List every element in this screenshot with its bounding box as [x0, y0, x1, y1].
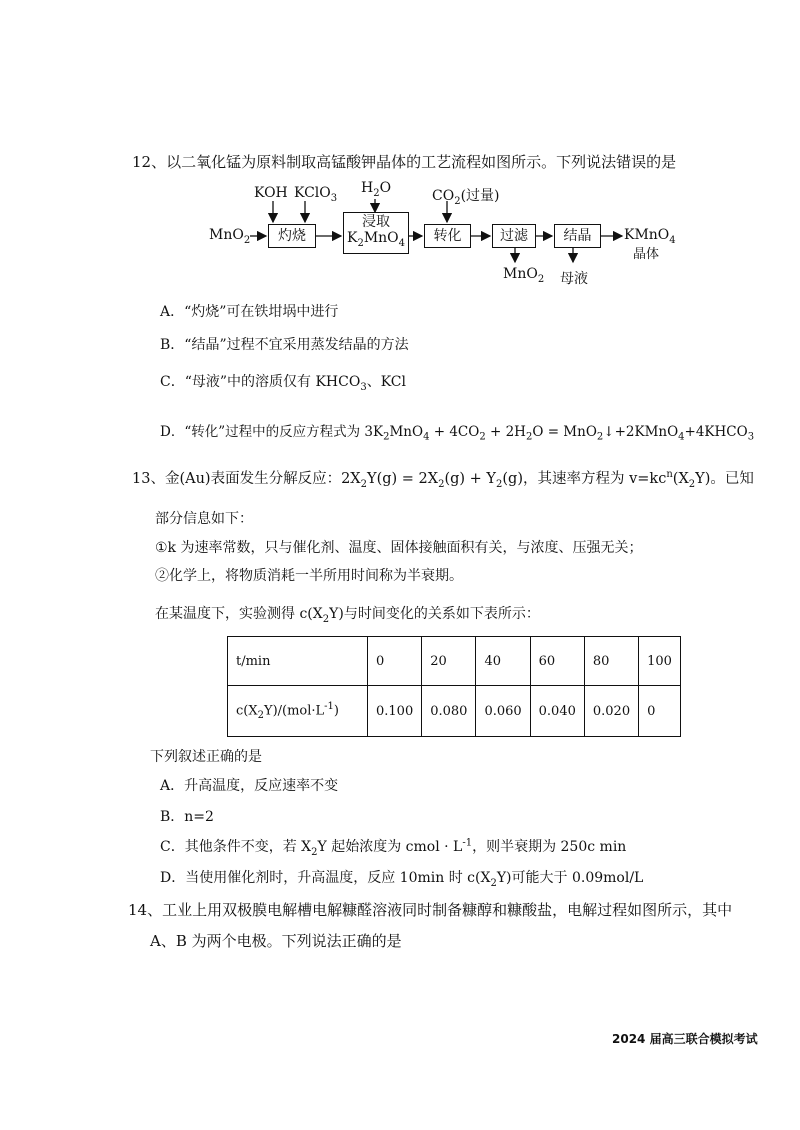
table-header-concentration: $c(X_2Y)/(mol\cdot L^{-1})$ [228, 686, 368, 737]
table-cell: 0 [639, 686, 681, 737]
q13-stem: 13、金(Au)表面发生分解反应：$2X_2Y(g) = 2X_2(g) + Y_2(g)$，其速率方程为 $v=kc^n(X_2Y)$。已知 [132, 469, 754, 490]
reagent-h2o: $H_2O$ [361, 180, 392, 199]
reagent-koh: KOH [254, 185, 288, 201]
step-leach: 浸取 $K_2MnO_4$ [343, 212, 409, 254]
step-filter: 过滤 [492, 224, 536, 248]
step-convert: 转化 [424, 224, 471, 248]
table-cell: 0.060 [476, 686, 530, 737]
reagent-kclo3: KClO$_3$ [294, 185, 338, 204]
output-mno2: MnO$_2$ [503, 266, 545, 285]
q13-option-a: A．升高温度，反应速率不变 [160, 778, 339, 794]
q13-prompt: 下列叙述正确的是 [150, 749, 262, 765]
table-cell: 0.100 [368, 686, 422, 737]
q13-option-c: C．其他条件不变，若 $X_2Y$ 起始浓度为 cmol · $L^{-1}$，则半衰期为 250c min [160, 837, 627, 858]
step-burn: 灼烧 [268, 224, 316, 248]
q13-option-b: B．n=2 [160, 809, 214, 825]
table-cell: 0.040 [530, 686, 584, 737]
q12-option-d: D．“转化”过程中的反应方程式为 $3K_2MnO_4 + 4CO_2 + 2H_2O$ = $MnO_2↓+2KMnO_4+4KHCO_3$ [160, 424, 755, 443]
q12-option-b: B．“结晶”过程不宜采用蒸发结晶的方法 [160, 337, 409, 353]
start-mno2: MnO$_2$ [209, 227, 251, 246]
product-kmno4: KMnO$_4$ [624, 227, 676, 246]
table-cell: 0 [368, 637, 422, 686]
q14-stem-line2: A、B 为两个电极。下列说法正确的是 [150, 932, 402, 950]
q12-stem: 12、以二氧化锰为原料制取高锰酸钾晶体的工艺流程如图所示。下列说法错误的是 [132, 153, 677, 171]
table-row [228, 686, 681, 737]
q14-stem-line1: 14、工业上用双极膜电解槽电解糠醛溶液同时制备糠醇和糠酸盐，电解过程如图所示，其中 [128, 901, 733, 919]
q13-option-d: D．当使用催化剂时，升高温度，反应 10min 时 $c(X_2Y)$可能大于 0.09mol/L [160, 870, 644, 889]
q13-table-intro: 在某温度下，实验测得 $c(X_2Y)$与时间变化的关系如下表所示： [155, 606, 540, 625]
q13-stem-line2: 部分信息如下： [155, 511, 253, 527]
output-mother-liquor: 母液 [560, 271, 588, 287]
q12-option-c: C．“母液”中的溶质仅有 $KHCO_3$、KCl [160, 374, 406, 393]
page-footer: 2024 届高三联合模拟考试 [612, 1032, 758, 1046]
flow-arrows [0, 0, 800, 300]
table-cell: 80 [584, 637, 638, 686]
table-cell: 0.080 [422, 686, 476, 737]
table-cell: 100 [639, 637, 681, 686]
table-row [228, 637, 681, 686]
q12-option-a: A．“灼烧”可在铁坩埚中进行 [160, 304, 339, 320]
table-cell: 0.020 [584, 686, 638, 737]
product-crystal-label: 晶体 [633, 247, 660, 262]
table-cell: 40 [476, 637, 530, 686]
table-cell: 20 [422, 637, 476, 686]
q13-info-1: ①k 为速率常数，只与催化剂、温度、固体接触面积有关，与浓度、压强无关； [155, 540, 643, 556]
q13-info-2: ②化学上，将物质消耗一半所用时间称为半衰期。 [155, 568, 463, 584]
q13-data-table [227, 636, 681, 737]
reagent-co2: $CO_2$(过量) [432, 188, 500, 207]
step-crystal: 结晶 [554, 224, 601, 248]
table-cell: 60 [530, 637, 584, 686]
table-header-time: t/min [228, 637, 368, 686]
